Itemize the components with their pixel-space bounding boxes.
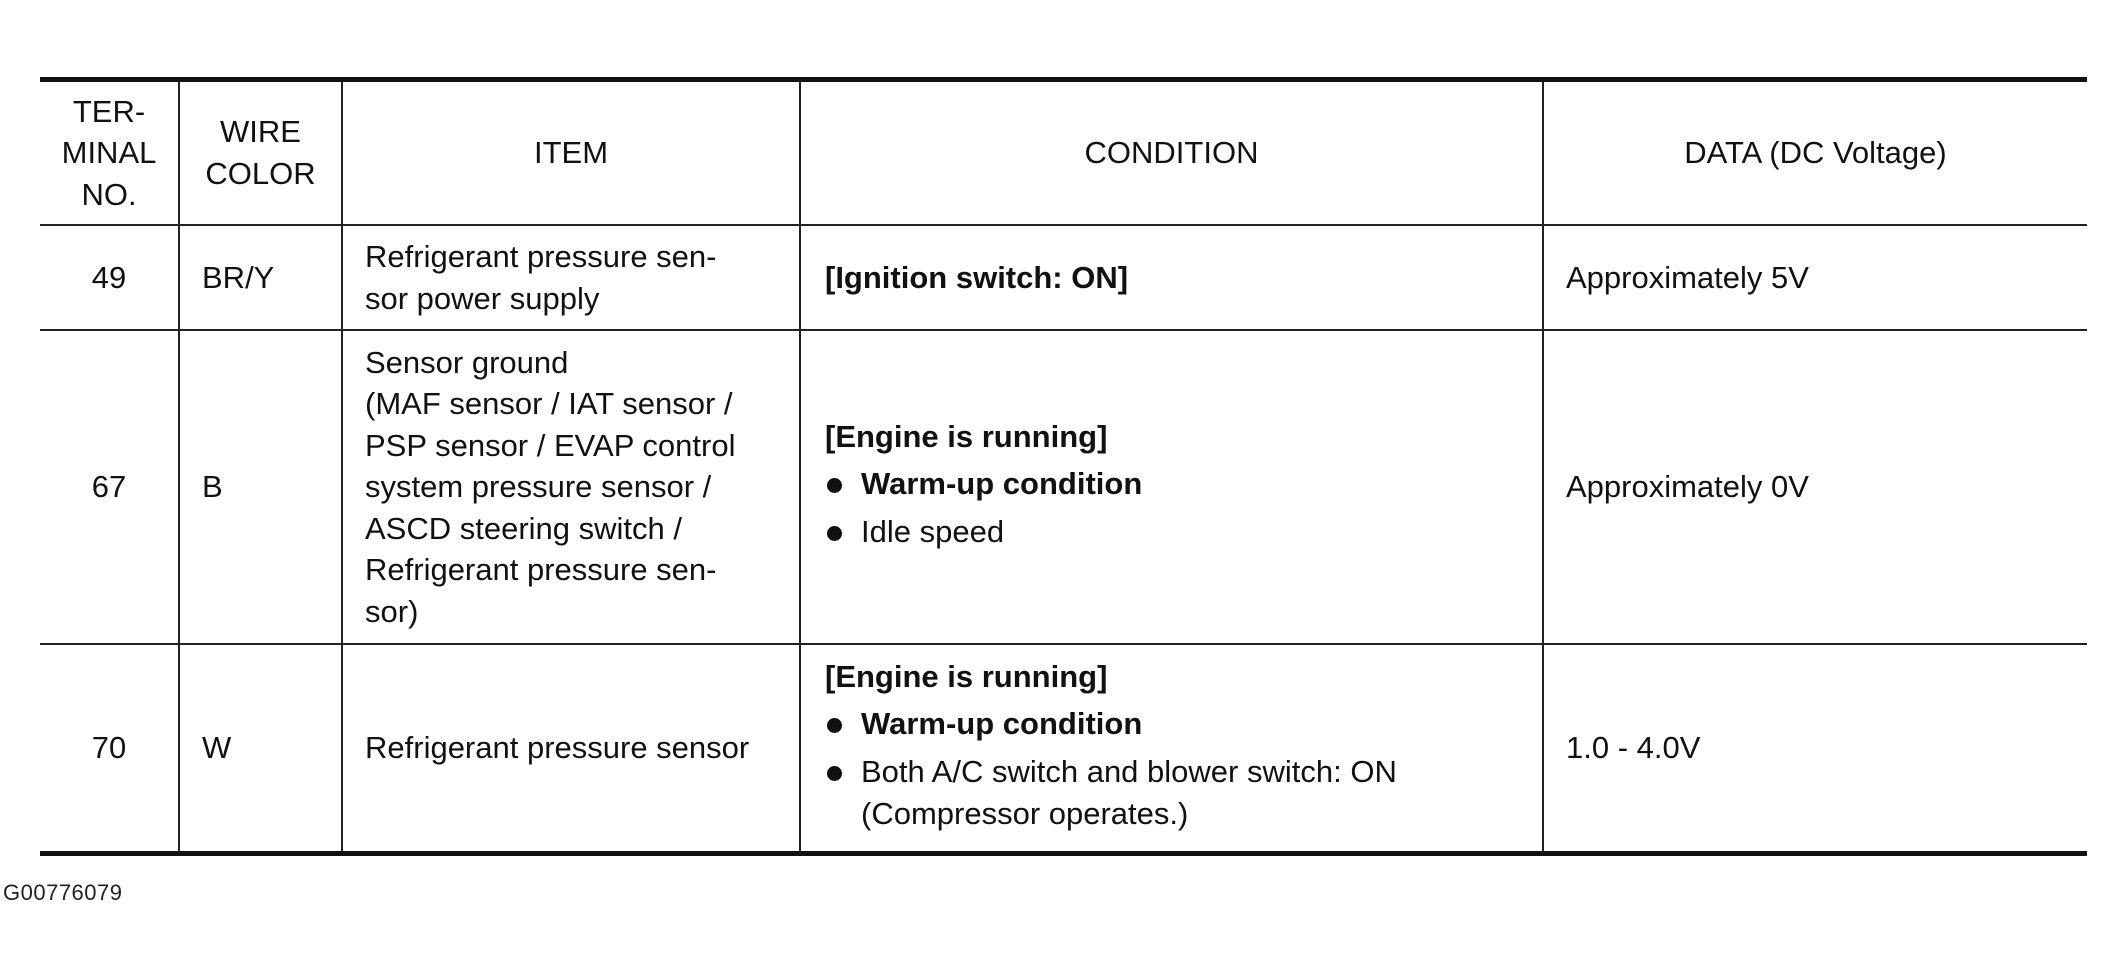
condition-item: Both A/C switch and blower switch: ON (Compressor operates.) [825,751,1542,834]
condition-list [825,703,1542,834]
data-cell: 1.0 - 4.0V [1566,730,1701,766]
terminal-cell: 70 [40,644,179,854]
condition-cell [800,330,1543,644]
item-cell: Sensor ground (MAF sensor / IAT sensor / PSP sensor / EVAP control system pressure sensor / ASCD steering switch / Refrigerant pressure sen- sor) [342,330,800,644]
wire-color-cell: W [179,644,342,854]
header-wire-color: WIRE COLOR [179,80,342,226]
condition-item: Warm-up condition [825,463,1542,505]
terminal-spec-table [40,77,2087,856]
data-cell: Approximately 5V [1543,225,2087,330]
item-cell: Refrigerant pressure sen- sor power supply [342,225,800,330]
header-item: ITEM [342,80,800,226]
condition-header: [Ignition switch: ON] [825,259,1129,295]
condition-cell [800,225,1543,330]
figure-id-label: G00776079 [3,880,123,905]
wire-color-cell: BR/Y [179,225,342,330]
condition-item: Warm-up condition [825,703,1542,745]
terminal-cell: 49 [40,225,179,330]
header-condition: CONDITION [800,80,1543,226]
terminal-cell: 67 [40,330,179,644]
condition-header: [Engine is running] [825,418,1108,454]
wire-color-cell: B [179,330,342,644]
condition-header: [Engine is running] [825,658,1108,694]
condition-list [825,463,1542,552]
condition-cell [800,644,1543,854]
table-row [40,225,2087,330]
data-cell: Approximately 0V [1543,330,2087,644]
condition-item: Idle speed [825,511,1542,553]
header-terminal-no: TER- MINAL NO. [40,80,179,226]
table-header-row [40,80,2087,226]
table-row [40,644,2087,854]
header-data: DATA (DC Voltage) [1543,80,2087,226]
table-row [40,330,2087,644]
item-cell: Refrigerant pressure sensor [342,644,800,854]
